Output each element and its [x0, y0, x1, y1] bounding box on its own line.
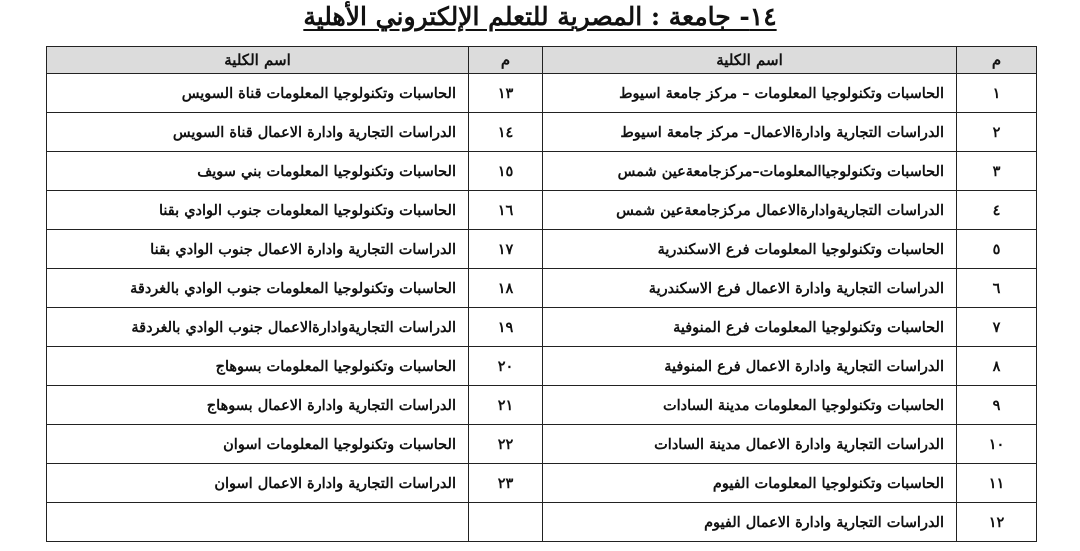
college-name-left: الدراسات التجارية وادارة الاعمال اسوان: [47, 464, 469, 503]
table-row: [47, 269, 1037, 308]
college-name-right: الدراسات التجارية وادارةالاعمال– مركز جامعة اسيوط: [543, 113, 957, 152]
table-row: [47, 308, 1037, 347]
college-name-right: الحاسبات وتكنولوجيا المعلومات مدينة السادات: [543, 386, 957, 425]
row-number-right: ٤: [957, 191, 1037, 230]
college-name-right: الحاسبات وتكنولوجيا المعلومات فرع الاسكندرية: [543, 230, 957, 269]
college-name-left: [47, 503, 469, 542]
header-row: [47, 47, 1037, 74]
page-title: [0, 2, 1080, 31]
row-number-left: ١٨: [469, 269, 543, 308]
college-name-left: الحاسبات وتكنولوجيا المعلومات بني سويف: [47, 152, 469, 191]
row-number-left: ١٩: [469, 308, 543, 347]
row-number-right: ١: [957, 74, 1037, 113]
row-number-left: [469, 503, 543, 542]
college-name-left: الحاسبات وتكنولوجيا المعلومات بسوهاج: [47, 347, 469, 386]
page-title-text: ١٤- جامعة : المصرية للتعلم الإلكتروني الأهلية: [303, 2, 777, 31]
table-row: [47, 152, 1037, 191]
college-name-right: الدراسات التجاريةوادارةالاعمال مركزجامعةعين شمس: [543, 191, 957, 230]
college-name-left: الدراسات التجارية وادارة الاعمال بسوهاج: [47, 386, 469, 425]
row-number-left: ١٥: [469, 152, 543, 191]
row-number-right: ٥: [957, 230, 1037, 269]
college-name-left: الدراسات التجارية وادارة الاعمال جنوب الوادي بقنا: [47, 230, 469, 269]
college-name-left: الدراسات التجارية وادارة الاعمال قناة السويس: [47, 113, 469, 152]
row-number-left: ٢١: [469, 386, 543, 425]
row-number-left: ١٤: [469, 113, 543, 152]
row-number-left: ١٣: [469, 74, 543, 113]
college-name-left: الدراسات التجاريةوادارةالاعمال جنوب الوادي بالغردقة: [47, 308, 469, 347]
row-number-left: ٢٢: [469, 425, 543, 464]
college-name-right: الحاسبات وتكنولوجيا المعلومات الفيوم: [543, 464, 957, 503]
table-row: [47, 347, 1037, 386]
colleges-table: [46, 46, 1037, 542]
row-number-right: ١١: [957, 464, 1037, 503]
college-name-left: الحاسبات وتكنولوجيا المعلومات جنوب الوادي بقنا: [47, 191, 469, 230]
college-name-left: الحاسبات وتكنولوجيا المعلومات جنوب الوادي بالغردقة: [47, 269, 469, 308]
row-number-left: ٢٣: [469, 464, 543, 503]
row-number-right: ٧: [957, 308, 1037, 347]
college-name-right: الدراسات التجارية وادارة الاعمال فرع الاسكندرية: [543, 269, 957, 308]
table-row: [47, 425, 1037, 464]
header-number-1: م: [957, 47, 1037, 74]
table-row: [47, 191, 1037, 230]
college-name-right: الحاسبات وتكنولوجيا المعلومات فرع المنوفية: [543, 308, 957, 347]
header-college-name-2: اسم الكلية: [47, 47, 469, 74]
table-row: [47, 464, 1037, 503]
table-row: [47, 503, 1037, 542]
college-name-right: الدراسات التجارية وادارة الاعمال فرع المنوفية: [543, 347, 957, 386]
row-number-right: ٣: [957, 152, 1037, 191]
row-number-left: ١٧: [469, 230, 543, 269]
college-name-right: الحاسبات وتكنولوجياالمعلومات–مركزجامعةعين شمس: [543, 152, 957, 191]
table-row: [47, 113, 1037, 152]
row-number-right: ١٠: [957, 425, 1037, 464]
header-college-name-1: اسم الكلية: [543, 47, 957, 74]
row-number-right: ١٢: [957, 503, 1037, 542]
table-row: [47, 386, 1037, 425]
header-number-2: م: [469, 47, 543, 74]
row-number-right: ٨: [957, 347, 1037, 386]
college-name-left: الحاسبات وتكنولوجيا المعلومات قناة السويس: [47, 74, 469, 113]
row-number-left: ١٦: [469, 191, 543, 230]
college-name-right: الدراسات التجارية وادارة الاعمال مدينة السادات: [543, 425, 957, 464]
college-name-left: الحاسبات وتكنولوجيا المعلومات اسوان: [47, 425, 469, 464]
row-number-right: ٢: [957, 113, 1037, 152]
table-row: [47, 74, 1037, 113]
college-name-right: الحاسبات وتكنولوجيا المعلومات – مركز جامعة اسيوط: [543, 74, 957, 113]
row-number-left: ٢٠: [469, 347, 543, 386]
row-number-right: ٦: [957, 269, 1037, 308]
table-row: [47, 230, 1037, 269]
row-number-right: ٩: [957, 386, 1037, 425]
college-name-right: الدراسات التجارية وادارة الاعمال الفيوم: [543, 503, 957, 542]
